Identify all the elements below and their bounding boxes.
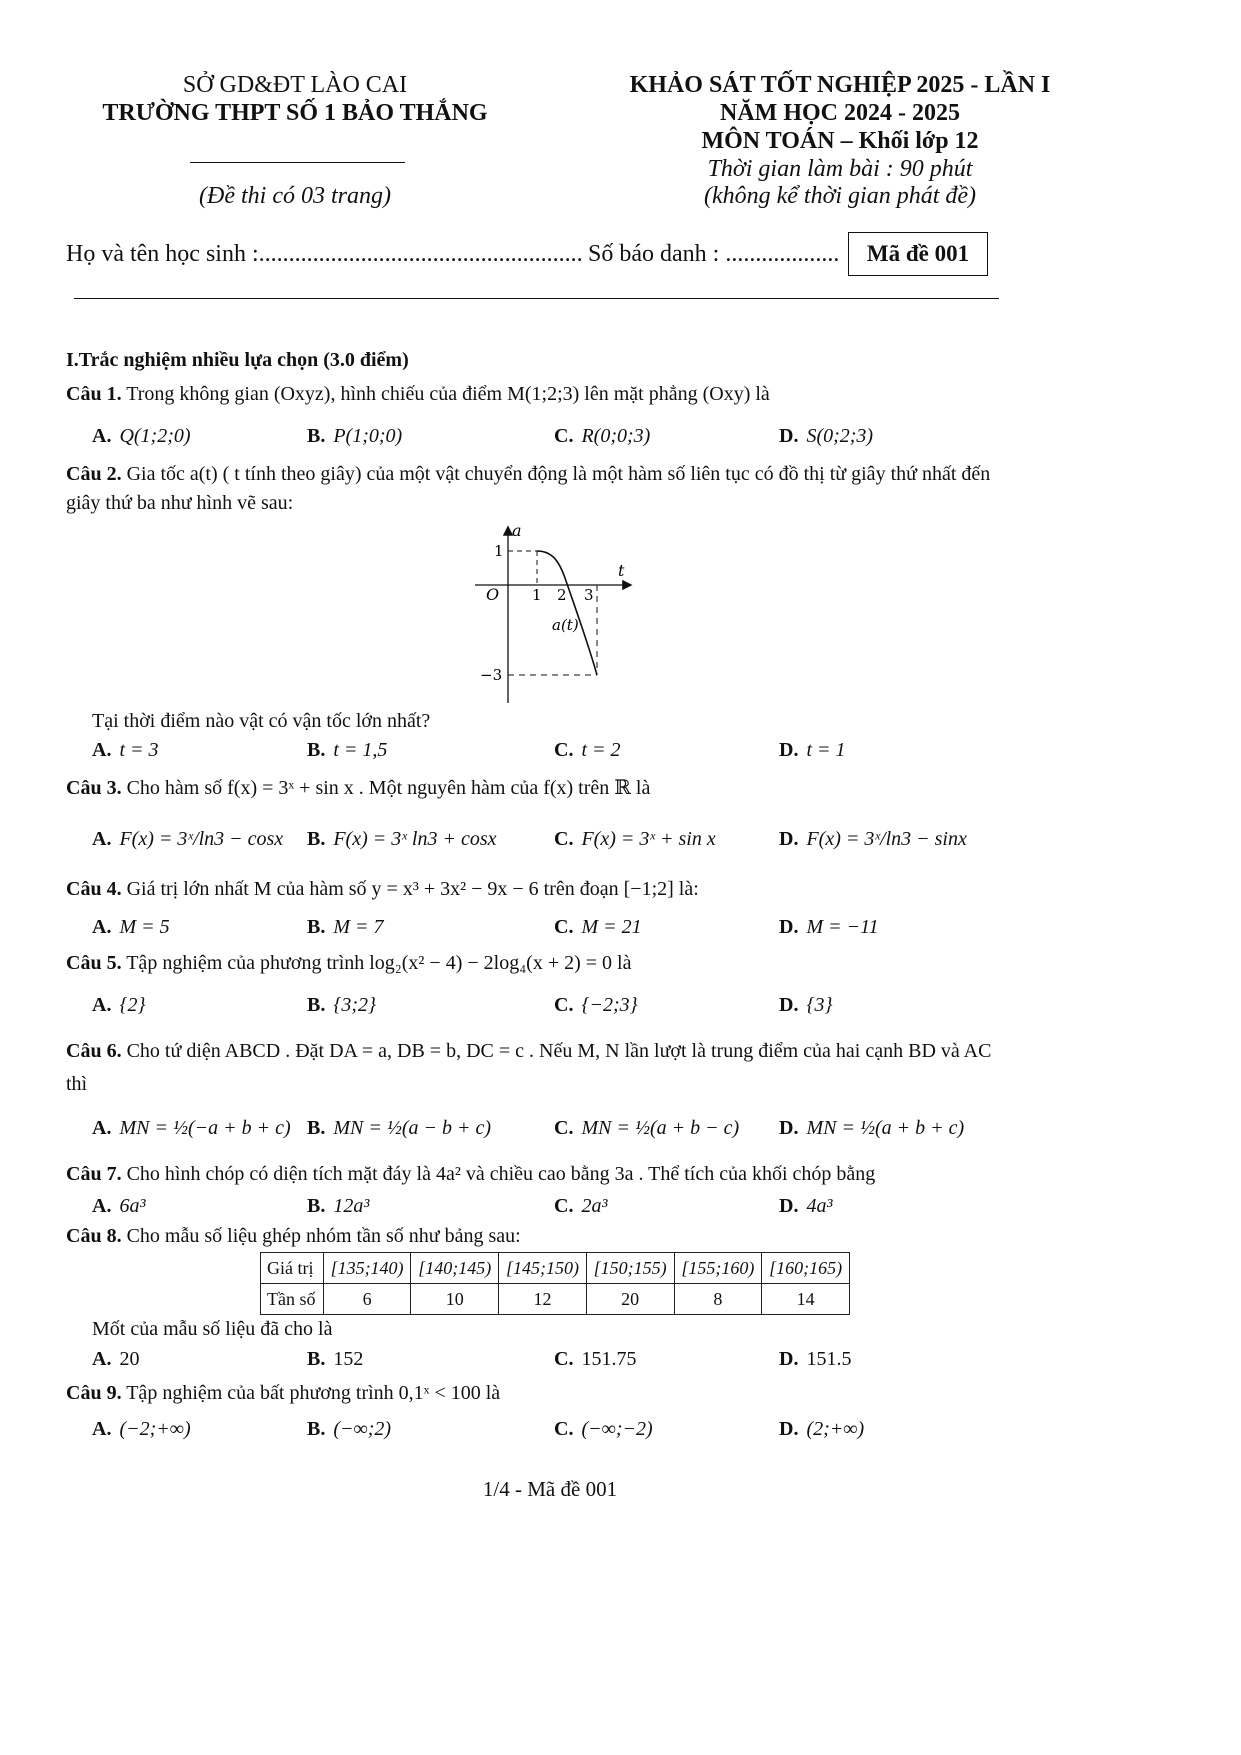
table-header-value: Giá trị [261, 1253, 324, 1284]
student-id-field: Số báo danh : ................... [588, 241, 840, 267]
q1-option-b[interactable]: B. P(1;0;0) [307, 425, 403, 447]
table-cell: [155;160) [674, 1253, 762, 1284]
question-3: Câu 3. Cho hàm số f(x) = 3ˣ + sin x . Một nguyên hàm của f(x) trên ℝ là [66, 777, 651, 799]
t-label: t [618, 561, 625, 580]
q8-option-c[interactable]: C. 151.75 [554, 1348, 637, 1370]
q9-option-b[interactable]: B. (−∞;2) [307, 1418, 392, 1440]
question-1: Câu 1. Trong không gian (Oxyz), hình chiếu của điểm M(1;2;3) lên mặt phẳng (Oxy) là [66, 383, 770, 405]
q3-option-c[interactable]: C. F(x) = 3ˣ + sin x [554, 828, 716, 850]
table-cell: [160;165) [762, 1253, 850, 1284]
q9-option-c[interactable]: C. (−∞;−2) [554, 1418, 653, 1440]
x-tick-3: 3 [584, 586, 594, 604]
a-curve [537, 551, 597, 675]
student-name-field: Họ và tên học sinh :...................................................... [66, 241, 583, 267]
question-6: Câu 6. Cho tứ diện ABCD . Đặt DA = a, DB = b, DC = c . Nếu M, N lần lượt là trung điểm của hai cạnh BD và AC [66, 1040, 992, 1062]
school-year: NĂM HỌC 2024 - 2025 [720, 100, 960, 126]
header-divider [190, 162, 405, 163]
frequency-table [260, 1252, 850, 1315]
subject: MÔN TOÁN – Khối lớp 12 [701, 128, 979, 154]
question-2: Câu 2. Gia tốc a(t) ( t tính theo giây) của một vật chuyển động là một hàm số liên tục có đồ thị từ giây thứ nhất đến [66, 463, 991, 485]
q6-option-a[interactable]: A. MN = ½(−a + b + c) [92, 1117, 291, 1139]
page-footer: 1/4 - Mã đề 001 [482, 1477, 618, 1501]
x-tick-2: 2 [557, 586, 567, 604]
table-cell: [150;155) [586, 1253, 674, 1284]
q7-option-b[interactable]: B. 12a³ [307, 1195, 370, 1217]
q5-option-c[interactable]: C. {−2;3} [554, 994, 638, 1016]
table-header-freq: Tần số [261, 1284, 324, 1315]
table-row [261, 1284, 850, 1315]
table-row [261, 1253, 850, 1284]
q6-option-c[interactable]: C. MN = ½(a + b − c) [554, 1117, 740, 1139]
question-6-cont: thì [66, 1073, 88, 1095]
curve-label: a(t) [552, 616, 579, 634]
question-2-cont: giây thứ ba như hình vẽ sau: [66, 492, 294, 514]
a-label: a [512, 521, 522, 540]
table-cell: 8 [674, 1284, 762, 1315]
question-5: Câu 5. Tập nghiệm của phương trình log₂(x² − 4) − 2log₄(x + 2) = 0 là [66, 952, 632, 974]
exam-code-box: Mã đề 001 [848, 232, 988, 276]
question-8-prompt: Mốt của mẫu số liệu đã cho là [92, 1318, 333, 1340]
q2-option-b[interactable]: B. t = 1,5 [307, 739, 388, 761]
q2-option-d[interactable]: D. t = 1 [779, 739, 846, 761]
exam-title: KHẢO SÁT TỐT NGHIỆP 2025 - LẦN I [629, 72, 1051, 98]
section-title: I.Trắc nghiệm nhiều lựa chọn (3.0 điểm) [66, 349, 409, 371]
q3-option-b[interactable]: B. F(x) = 3ˣ ln3 + cosx [307, 828, 497, 850]
table-cell: [145;150) [499, 1253, 587, 1284]
table-cell: 6 [323, 1284, 411, 1315]
table-cell: 10 [411, 1284, 499, 1315]
q5-option-a[interactable]: A. {2} [92, 994, 146, 1016]
y-tick-1: 1 [494, 542, 504, 560]
table-cell: 20 [586, 1284, 674, 1315]
q3-option-a[interactable]: A. F(x) = 3ˣ/ln3 − cosx [92, 828, 284, 850]
table-cell: 12 [499, 1284, 587, 1315]
q2-option-a[interactable]: A. t = 3 [92, 739, 159, 761]
school-dept: SỞ GD&ĐT LÀO CAI [182, 72, 408, 98]
x-tick-1: 1 [532, 586, 542, 604]
table-cell: [140;145) [411, 1253, 499, 1284]
table-cell: [135;140) [323, 1253, 411, 1284]
school-name: TRƯỜNG THPT SỐ 1 BẢO THẮNG [102, 100, 488, 126]
question-9: Câu 9. Tập nghiệm của bất phương trình 0,1ˣ < 100 là [66, 1382, 501, 1404]
q4-option-b[interactable]: B. M = 7 [307, 916, 384, 938]
student-divider [74, 298, 999, 299]
question-4: Câu 4. Giá trị lớn nhất M của hàm số y = x³ + 3x² − 9x − 6 trên đoạn [−1;2] là: [66, 878, 699, 900]
question-2-prompt: Tại thời điểm nào vật có vận tốc lớn nhất? [92, 710, 431, 732]
q8-option-d[interactable]: D. 151.5 [779, 1348, 852, 1370]
y-tick-neg3: −3 [480, 666, 503, 684]
q5-option-d[interactable]: D. {3} [779, 994, 833, 1016]
q1-option-c[interactable]: C. R(0;0;3) [554, 425, 651, 447]
q1-option-d[interactable]: D. S(0;2;3) [779, 425, 874, 447]
table-cell: 14 [762, 1284, 850, 1315]
q9-option-a[interactable]: A. (−2;+∞) [92, 1418, 191, 1440]
question-8: Câu 8. Cho mẫu số liệu ghép nhóm tần số như bảng sau: [66, 1225, 521, 1247]
q2-option-c[interactable]: C. t = 2 [554, 739, 621, 761]
question-7: Câu 7. Cho hình chóp có diện tích mặt đáy là 4a² và chiều cao bằng 3a . Thể tích của khối chóp bằng [66, 1163, 876, 1185]
q7-option-c[interactable]: C. 2a³ [554, 1195, 608, 1217]
q1-option-a[interactable]: A. Q(1;2;0) [92, 425, 191, 447]
duration: Thời gian làm bài : 90 phút [707, 156, 973, 182]
q6-option-d[interactable]: D. MN = ½(a + b + c) [779, 1117, 965, 1139]
q8-option-a[interactable]: A. 20 [92, 1348, 140, 1370]
duration-note: (không kể thời gian phát đề) [703, 183, 977, 209]
q8-option-b[interactable]: B. 152 [307, 1348, 364, 1370]
q9-option-d[interactable]: D. (2;+∞) [779, 1418, 865, 1440]
q7-option-d[interactable]: D. 4a³ [779, 1195, 833, 1217]
q7-option-a[interactable]: A. 6a³ [92, 1195, 146, 1217]
q3-option-d[interactable]: D. F(x) = 3ˣ/ln3 − sinx [779, 828, 967, 850]
q4-option-d[interactable]: D. M = −11 [779, 916, 879, 938]
q5-option-b[interactable]: B. {3;2} [307, 994, 376, 1016]
q4-option-a[interactable]: A. M = 5 [92, 916, 170, 938]
q4-option-c[interactable]: C. M = 21 [554, 916, 642, 938]
acceleration-graph [470, 518, 640, 708]
origin-label: O [486, 585, 500, 604]
page-count-note: (Đề thi có 03 trang) [199, 183, 391, 209]
q6-option-b[interactable]: B. MN = ½(a − b + c) [307, 1117, 492, 1139]
